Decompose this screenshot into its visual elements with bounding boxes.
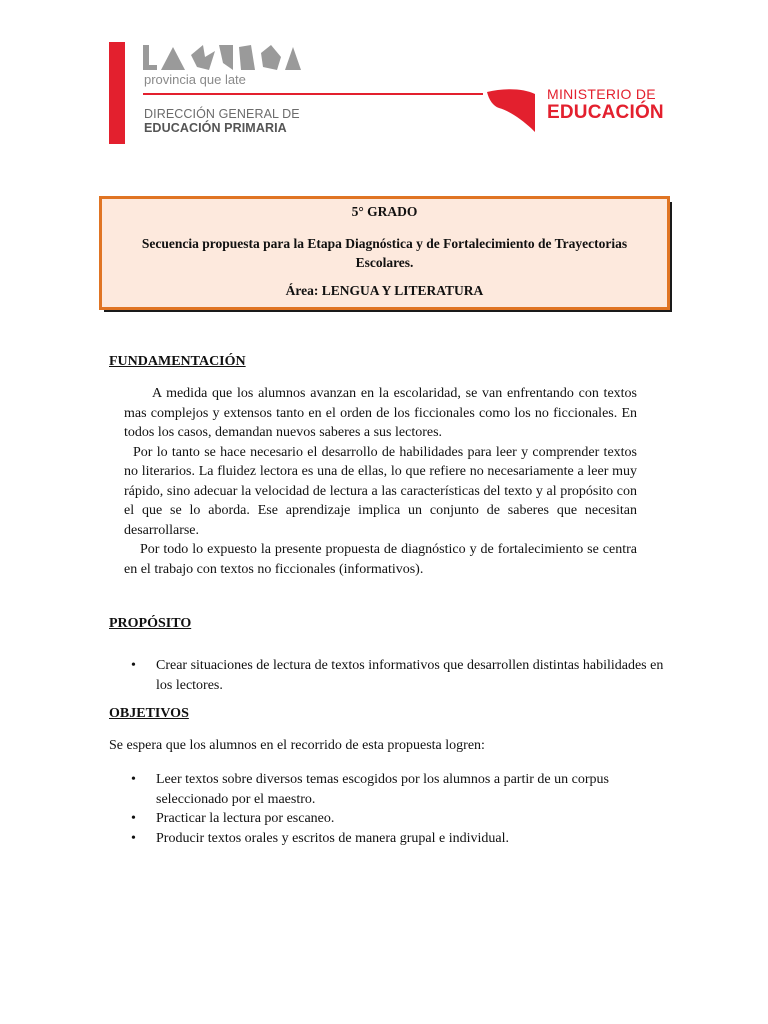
list-item (120, 656, 680, 695)
list-item (120, 809, 680, 829)
header-divider (143, 93, 483, 95)
fundamentacion-paragraph-2: Por lo tanto se hace necesario el desarrollo de habilidades para leer y comprender textos no literarios. La fluidez lectora es una de ellas, lo que refiere no necesariamente a leer muy rápido, sino adecuar la velocidad de lectura a las características del texto y al propósito con el que se lo aborda. Ese aprendizaje implica un conjunto de saberes que necesitan desarrollarse. (124, 444, 637, 538)
proposito-list (120, 656, 680, 695)
area-title: Área: LENGUA Y LITERATURA (285, 283, 484, 298)
list-item (120, 770, 680, 809)
bullet-icon: • (131, 830, 136, 846)
title-box (99, 196, 670, 310)
grade-title: 5° GRADO (351, 204, 418, 219)
proposito-heading: PROPÓSITO (109, 616, 192, 631)
bullet-icon: • (131, 772, 136, 787)
list-item-text: Producir textos orales y escritos de manera grupal e individual. (156, 830, 510, 846)
list-item-text: Leer textos sobre diversos temas escogidos por los alumnos a partir de un corpus seleccionado por el maestro. (156, 772, 609, 807)
header-tagline: provincia que late (144, 72, 246, 87)
document-header (0, 0, 768, 160)
ministerio-line-2: EDUCACIÓN (547, 102, 664, 123)
ministerio-swoosh-icon (483, 86, 539, 136)
fundamentacion-paragraph-3: Por todo lo expuesto la presente propuesta de diagnóstico y de fortalecimiento se centra en el trabajo con textos no ficcionales (informativos). (124, 542, 637, 577)
objetivos-heading: OBJETIVOS (109, 706, 189, 721)
bullet-icon: • (131, 811, 136, 826)
bullet-icon: • (131, 658, 136, 673)
direccion-line-1: DIRECCIÓN GENERAL DE (144, 107, 300, 121)
sequence-title: Secuencia propuesta para la Etapa Diagnóstica y de Fortalecimiento de Trayectorias Escolares. (141, 236, 628, 270)
list-item-text: Crear situaciones de lectura de textos informativos que desarrollen distintas habilidades en los lectores. (156, 658, 664, 693)
la-rioja-logo (143, 43, 303, 71)
ministerio-line-1: MINISTERIO DE (547, 86, 656, 102)
objetivos-list (120, 770, 680, 848)
header-red-bar (109, 42, 125, 144)
list-item-text: Practicar la lectura por escaneo. (156, 811, 335, 826)
list-item (120, 829, 680, 849)
direccion-line-2: EDUCACIÓN PRIMARIA (144, 121, 287, 135)
fundamentacion-text (124, 384, 637, 579)
objetivos-intro: Se espera que los alumnos en el recorrido de esta propuesta logren: (109, 738, 485, 753)
fundamentacion-paragraph-1: A medida que los alumnos avanzan en la escolaridad, se van enfrentando con textos mas complejos y extensos tanto en el orden de los ficcionales como los no ficcionales. En todos los casos, demandan nuevos saberes a sus lectores. (124, 386, 637, 440)
fundamentacion-heading: FUNDAMENTACIÓN (109, 354, 246, 369)
